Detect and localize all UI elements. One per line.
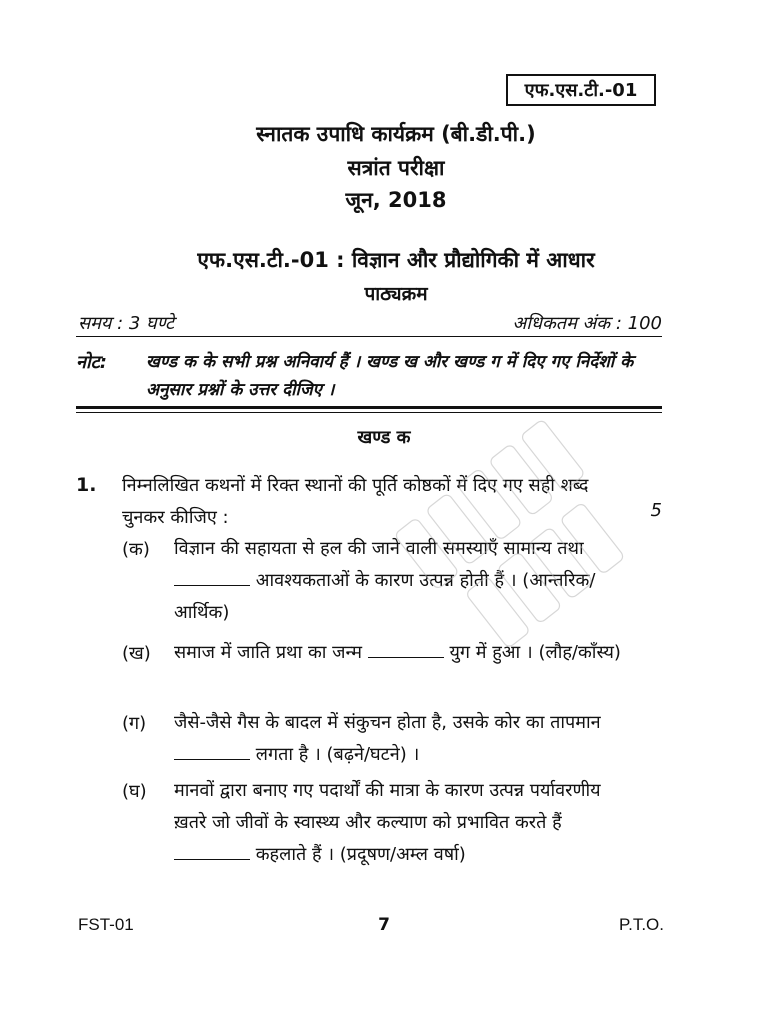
time-allowed: समय : 3 घण्टे [78, 313, 175, 334]
list-item [174, 707, 622, 771]
note-text: खण्ड क के सभी प्रश्न अनिवार्य हैं । खण्ड ख और खण्ड ग में दिए गए निर्देशों के अनुसार प्रश्नों के उत्तर दीजिए । [146, 352, 634, 400]
question-number: 1. [76, 474, 97, 496]
question-marks: 5 [650, 500, 662, 521]
fill-in-blank [174, 745, 250, 760]
fill-in-blank [368, 643, 444, 658]
item-text-after: आवश्यकताओं के कारण उत्पन्न होती हैं । (आन्तरिक/आर्थिक) [174, 570, 596, 623]
item-text-after: कहलाते हैं । (प्रदूषण/अम्ल वर्षा) [255, 844, 466, 865]
divider [76, 336, 662, 337]
paper-code: एफ.एस.टी.-01 [524, 80, 638, 101]
item-text-before: जैसे-जैसे गैस के बादल में संकुचन होता है, उसके कोर का तापमान [174, 712, 601, 733]
programme-title: स्नातक उपाधि कार्यक्रम (बी.डी.पी.) [256, 122, 536, 146]
paper-code-box [506, 74, 656, 106]
list-item [174, 775, 622, 871]
item-text-after: लगता है । (बढ़ने/घटने) । [255, 744, 420, 765]
item-label: (ग) [122, 713, 147, 734]
exam-name: सत्रांत परीक्षा [347, 156, 445, 180]
exam-date: जून, 2018 [345, 188, 447, 212]
item-text-before: विज्ञान की सहायता से हल की जाने वाली समस्याएँ सामान्य तथा [174, 538, 584, 559]
list-item [174, 533, 622, 629]
footer-course-code: FST-01 [78, 915, 134, 934]
list-item [174, 637, 622, 669]
maximum-marks: अधिकतम अंक : 100 [512, 313, 662, 334]
item-text-before: समाज में जाति प्रथा का जन्म [174, 642, 362, 663]
question-text: निम्नलिखित कथनों में रिक्त स्थानों की पूर्ति कोष्ठकों में दिए गए सही शब्द चुनकर कीजिए : [122, 475, 589, 528]
item-label: (घ) [122, 781, 147, 802]
section-heading: खण्ड क [357, 427, 411, 448]
note-label: नोट: [76, 352, 107, 373]
please-turn-over: P.T.O. [618, 915, 664, 934]
course-title-continued: पाठ्यक्रम [364, 283, 428, 305]
item-text-before: मानवों द्वारा बनाए गए पदार्थों की मात्रा के कारण उत्पन्न पर्यावरणीय ख़तरे जो जीवों के स्वास्थ्य और कल्याण को प्रभावित करते हैं [174, 780, 601, 833]
course-title: एफ.एस.टी.-01 : विज्ञान और प्रौद्योगिकी में आधार [197, 248, 595, 272]
page-number: 7 [378, 915, 390, 935]
fill-in-blank [174, 845, 250, 860]
item-label: (ख) [122, 643, 151, 664]
item-label: (क) [122, 539, 150, 560]
item-text-after: युग में हुआ । (लौह/काँस्य) [449, 642, 621, 663]
divider [76, 412, 662, 413]
fill-in-blank [174, 571, 250, 586]
divider-thick [76, 406, 662, 409]
